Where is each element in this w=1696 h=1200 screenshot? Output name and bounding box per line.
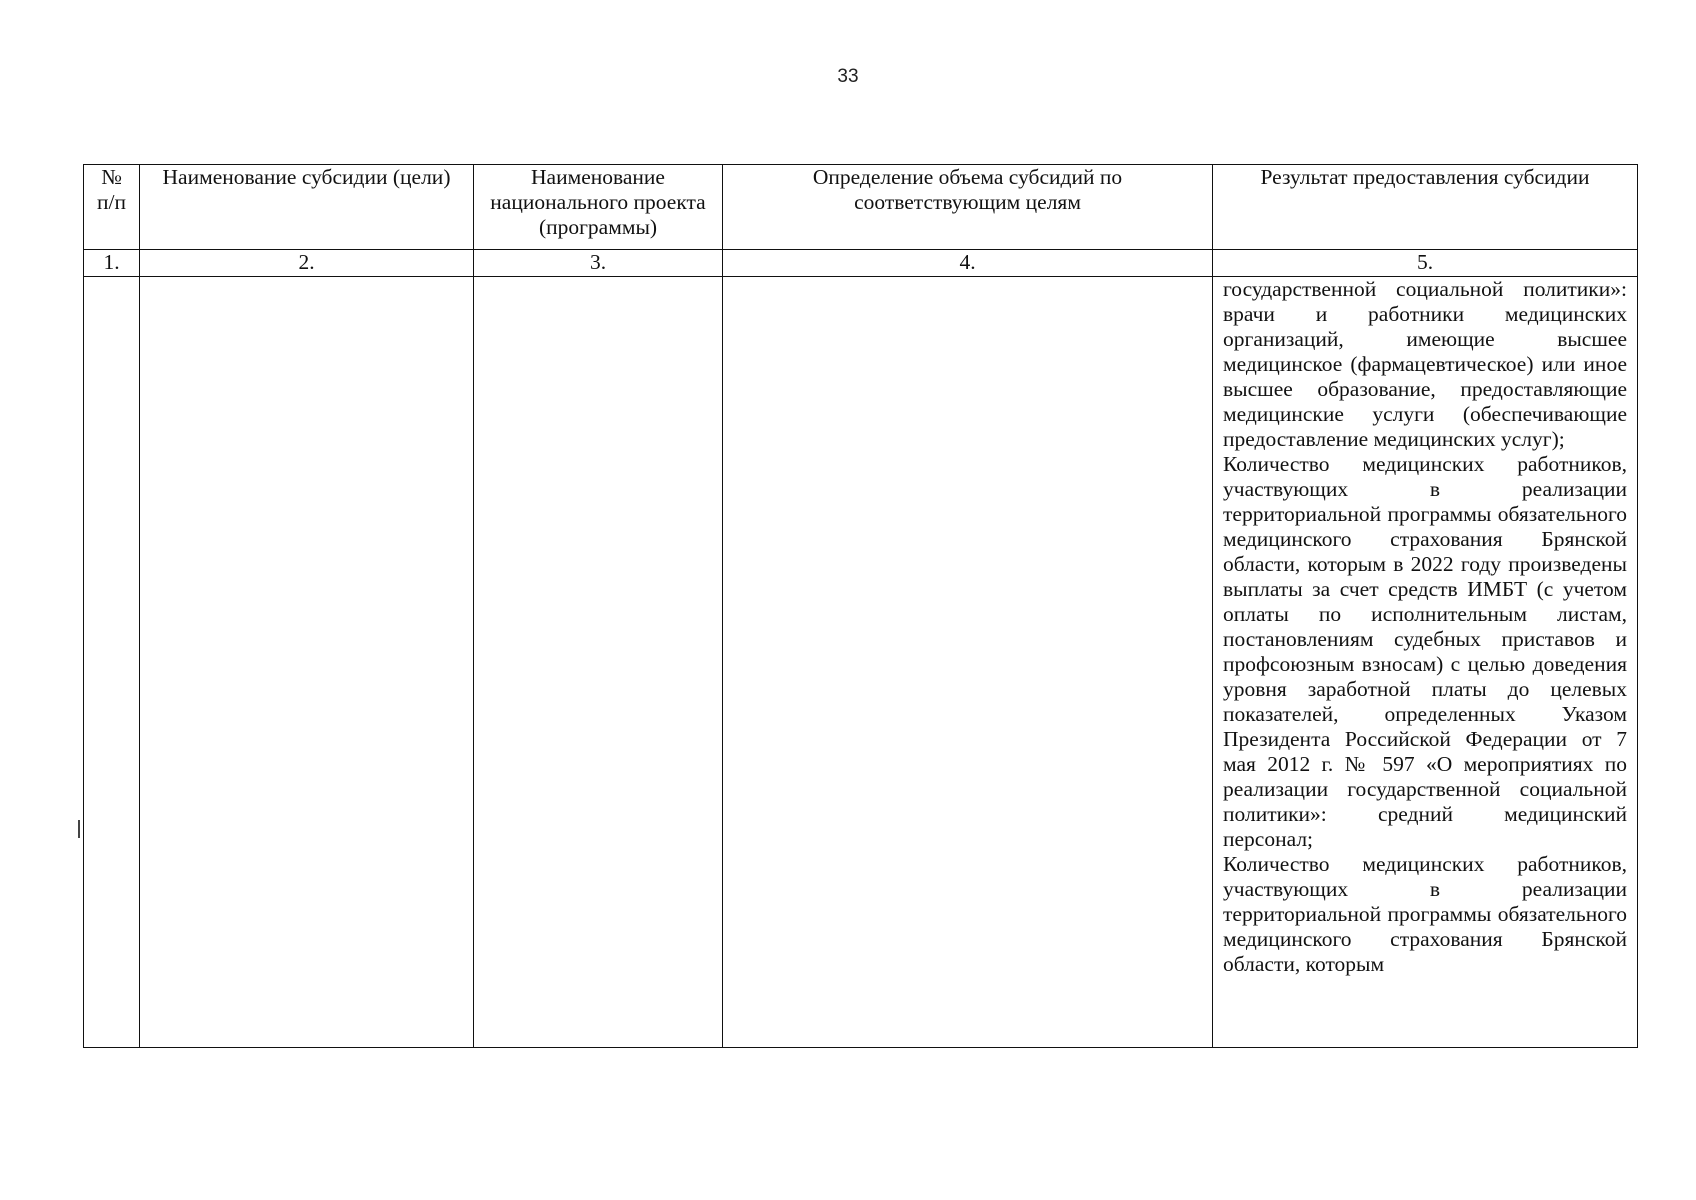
header-result: Результат предоставления субсидии (1213, 165, 1638, 250)
scan-edge-mark (78, 820, 80, 838)
page-number: 33 (837, 66, 859, 87)
cell-number (84, 277, 140, 1048)
column-number: 5. (1213, 250, 1638, 277)
header-national-project: Наименование национального проекта (программы) (474, 165, 723, 250)
header-number: № п/п (84, 165, 140, 250)
header-volume-definition: Определение объема субсидий по соответствующим целям (723, 165, 1213, 250)
cell-national-project (474, 277, 723, 1048)
column-number: 1. (84, 250, 140, 277)
result-paragraph: Количество медицинских работников, участвующих в реализации территориальной программы обязательного медицинского страхования Брянской области, которым в 2022 году произведены выплаты за счет средств ИМБТ (с учетом оплаты по исполнительным листам, постановлениям судебных приставов и профсоюзным взносам) с целью доведения уровня заработной платы до целевых показателей, определенных Указом Президента Российской Федерации от 7 мая 2012 г. № 597 «О мероприятиях по реализации государственной социальной политики»: средний медицинский персонал; (1223, 452, 1627, 851)
column-number-row (84, 250, 1638, 277)
cell-subsidy-name (140, 277, 474, 1048)
table-header-row (84, 165, 1638, 250)
result-paragraph: государственной социальной политики»: врачи и работники медицинских организаций, имеющие высшее медицинское (фармацевтическое) или иное высшее образование, предоставляющие медицинские услуги (обеспечивающие предоставление медицинских услуг); (1223, 277, 1627, 451)
cell-volume-definition (723, 277, 1213, 1048)
header-subsidy-name: Наименование субсидии (цели) (140, 165, 474, 250)
column-number: 2. (140, 250, 474, 277)
column-number: 3. (474, 250, 723, 277)
result-paragraph: Количество медицинских работников, участвующих в реализации территориальной программы обязательного медицинского страхования Брянской области, которым (1223, 852, 1627, 976)
subsidy-table (83, 164, 1638, 1048)
cell-result (1213, 277, 1638, 1048)
table-row (84, 277, 1638, 1048)
column-number: 4. (723, 250, 1213, 277)
